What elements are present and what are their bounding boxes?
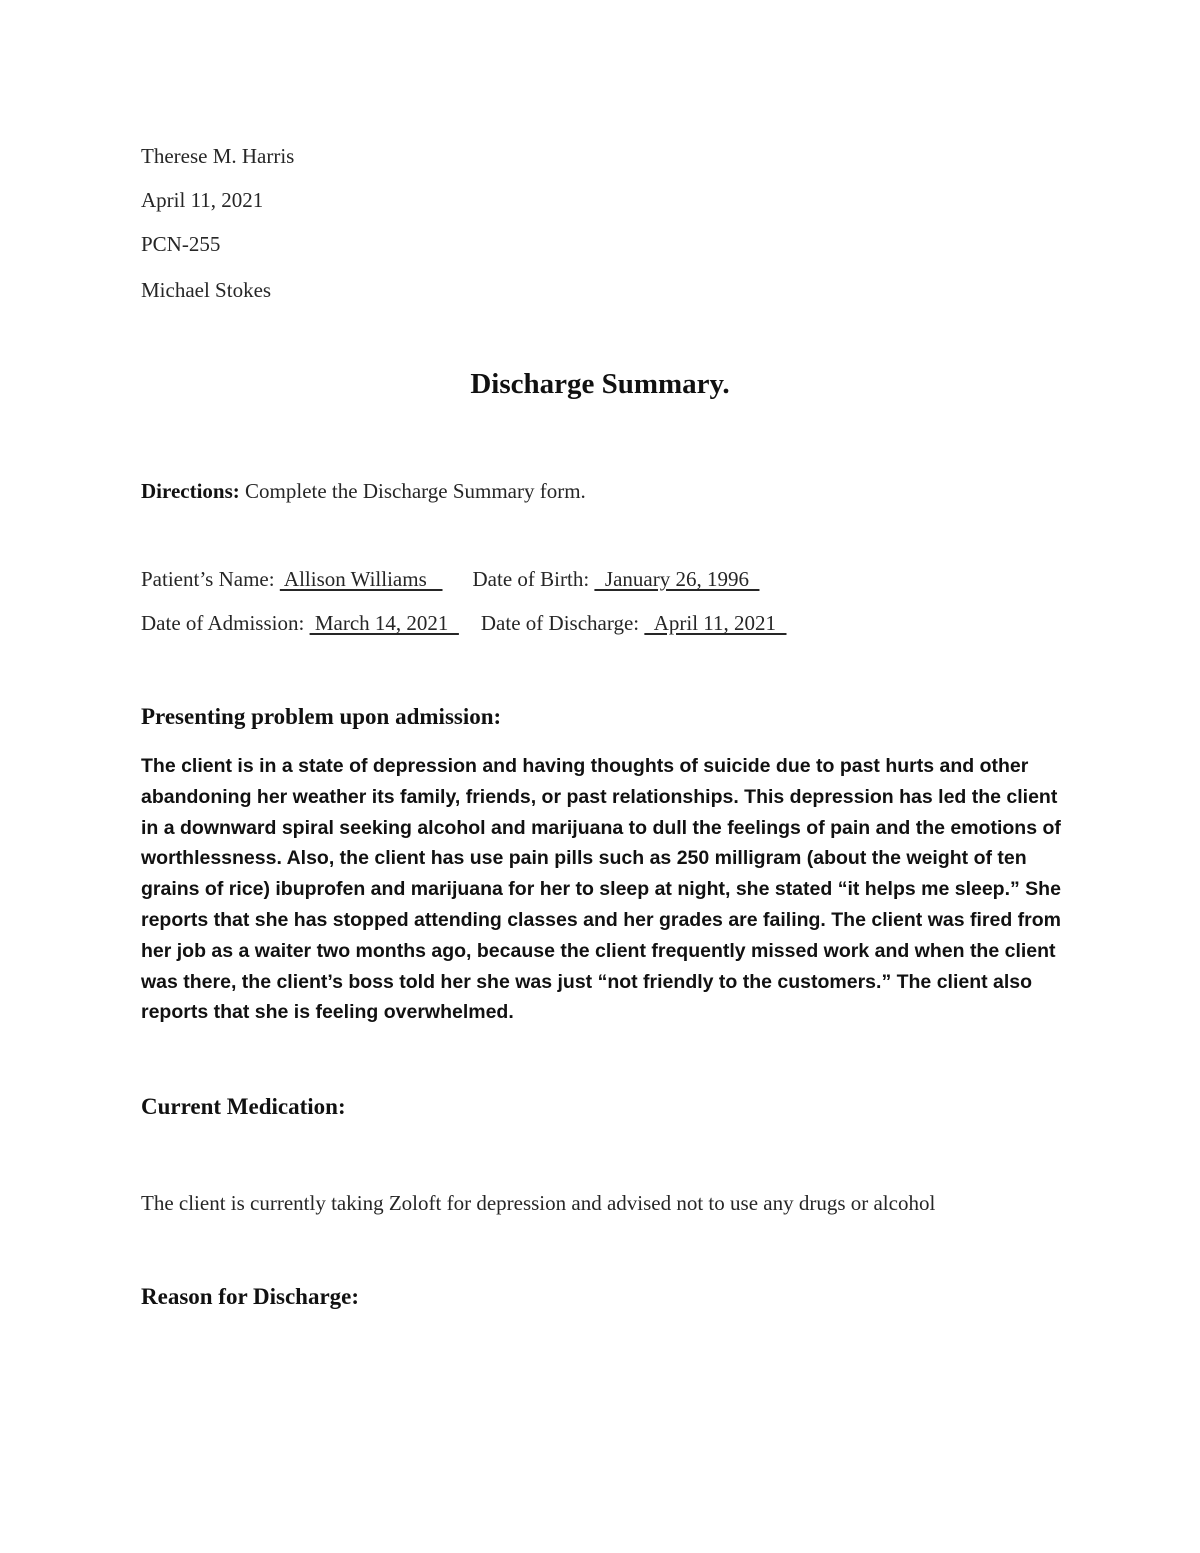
directions-text: Complete the Discharge Summary form. [245,479,586,503]
discharge-date-value: April 11, 2021 [644,611,787,635]
dob-label: Date of Birth: [472,567,590,591]
current-medication-heading: Current Medication: [141,1094,346,1119]
dob-value: January 26, 1996 [594,567,760,591]
current-medication-text: The client is currently taking Zoloft for depression and advised not to use any drugs or alcohol [141,1191,936,1215]
reason-for-discharge-heading: Reason for Discharge: [141,1284,360,1309]
patient-name-label: Patient’s Name: [141,567,275,591]
patient-info-row [141,566,759,592]
directions-label: Directions: [141,479,240,503]
page-title: Discharge Summary. [470,368,730,400]
presenting-problem-text: The client is in a state of depression and having thoughts of suicide due to past hurts and other abandoning her weather its family, friends, or past relationships. This depression has led the client in a downward spiral seeking alcohol and marijuana to dull the feelings of pain and the emotions of worthlessness. Also, the client has use pain pills such as 250 milligram (about the weight of ten grains of rice) ibuprofen and marijuana for her to sleep at night, she stated “it helps me sleep.” She reports that she has stopped attending classes and her grades are failing. The client was fired from her job as a waiter two months ago, because the client frequently missed work and when the client was there, the client’s boss told her she was just “not friendly to the customers.” The client also reports that she is feeling overwhelmed. [141,755,1061,1024]
directions [141,478,586,504]
submission-date: April 11, 2021 [141,188,264,212]
presenting-problem-heading: Presenting problem upon admission: [141,704,502,729]
admission-value: March 14, 2021 [309,611,459,635]
admission-label: Date of Admission: [141,611,305,635]
discharge-date-label: Date of Discharge: [480,611,640,635]
patient-name-value: Allison Williams [279,567,443,591]
course-code: PCN-255 [141,232,221,256]
instructor-name: Michael Stokes [141,278,272,302]
student-name: Therese M. Harris [141,144,295,168]
dates-row [141,610,787,636]
